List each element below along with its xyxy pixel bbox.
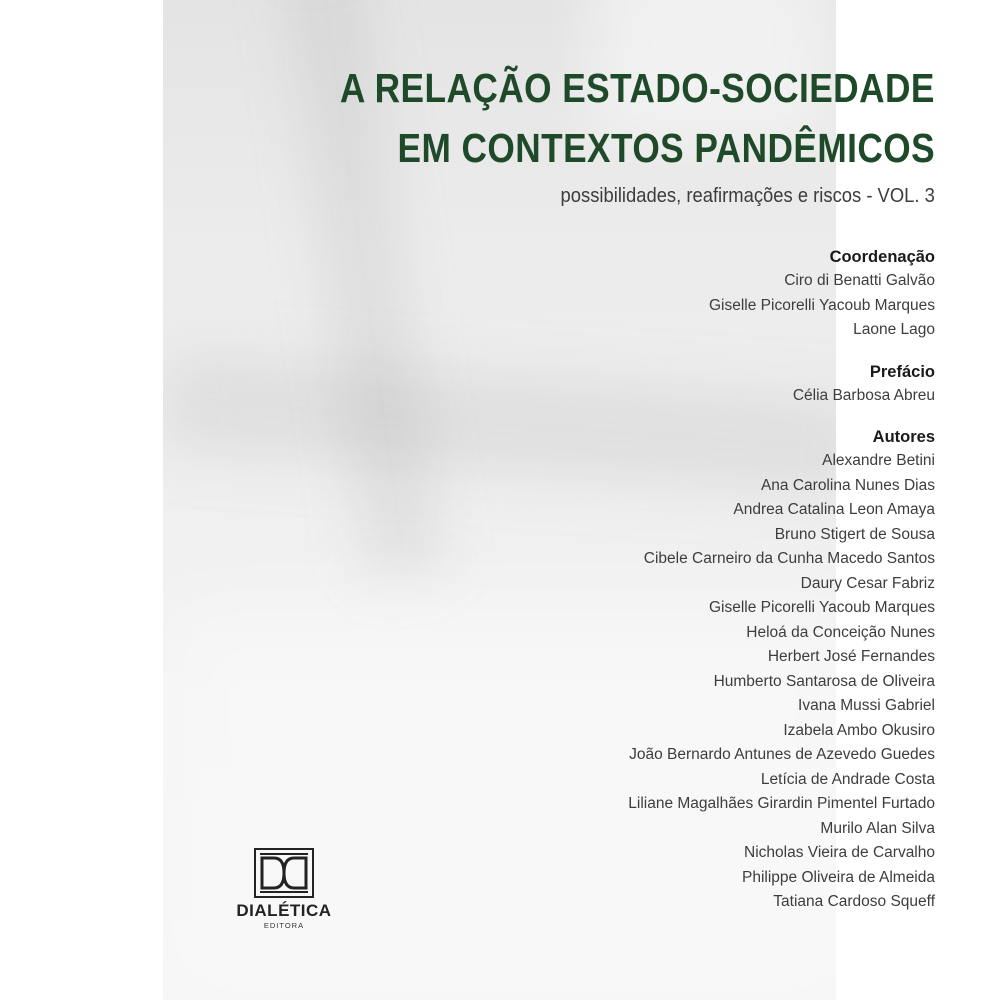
author-name: Liliane Magalhães Girardin Pimentel Furtado (628, 795, 935, 812)
author-name: Alexandre Betini (822, 452, 935, 469)
author-name: Andrea Catalina Leon Amaya (733, 501, 935, 518)
publisher-subtitle: EDITORA (263, 921, 305, 930)
book-title-line-2: EM CONTEXTOS PANDÊMICOS (397, 125, 935, 171)
author-name: Tatiana Cardoso Squeff (773, 893, 935, 910)
book-subtitle: possibilidades, reafirmações e riscos - VOL. 3 (560, 185, 935, 207)
author-name: Humberto Santarosa de Oliveira (713, 672, 935, 690)
book-title-line-1: A RELAÇÃO ESTADO-SOCIEDADE (340, 65, 935, 111)
coordinator-name: Giselle Picorelli Yacoub Marques (708, 296, 935, 314)
publisher-name: DIALÉTICA (236, 901, 332, 920)
author-name: Bruno Stigert de Sousa (774, 525, 935, 543)
publisher-logo (225, 848, 343, 940)
spacer (415, 408, 935, 425)
coordinator-name: Ciro di Benatti Galvão (784, 272, 935, 289)
preface-heading: Prefácio (869, 362, 935, 381)
author-name: Cibele Carneiro da Cunha Macedo Santos (643, 550, 935, 567)
author-name: Nicholas Vieira de Carvalho (744, 844, 935, 861)
author-name: João Bernardo Antunes de Azevedo Guedes (629, 746, 935, 763)
author-name: Ana Carolina Nunes Dias (760, 476, 935, 494)
dialetica-logo-icon (254, 848, 314, 898)
credits-block (415, 245, 935, 915)
author-name: Letícia de Andrade Costa (760, 770, 935, 788)
author-name: Izabela Ambo Okusiro (783, 721, 935, 739)
author-name: Herbert José Fernandes (767, 648, 935, 665)
coordination-heading: Coordenação (829, 248, 935, 266)
author-name: Daury Cesar Fabriz (800, 574, 935, 592)
spacer (415, 343, 935, 360)
preface-author-name: Célia Barbosa Abreu (792, 386, 935, 404)
author-name: Philippe Oliveira de Almeida (742, 868, 935, 886)
author-name: Murilo Alan Silva (820, 819, 935, 837)
author-name: Ivana Mussi Gabriel (798, 697, 935, 714)
author-name: Giselle Picorelli Yacoub Marques (708, 599, 935, 616)
coordinator-name: Laone Lago (853, 321, 935, 338)
author-name: Heloá da Conceição Nunes (746, 623, 935, 641)
authors-heading: Autores (872, 428, 935, 446)
